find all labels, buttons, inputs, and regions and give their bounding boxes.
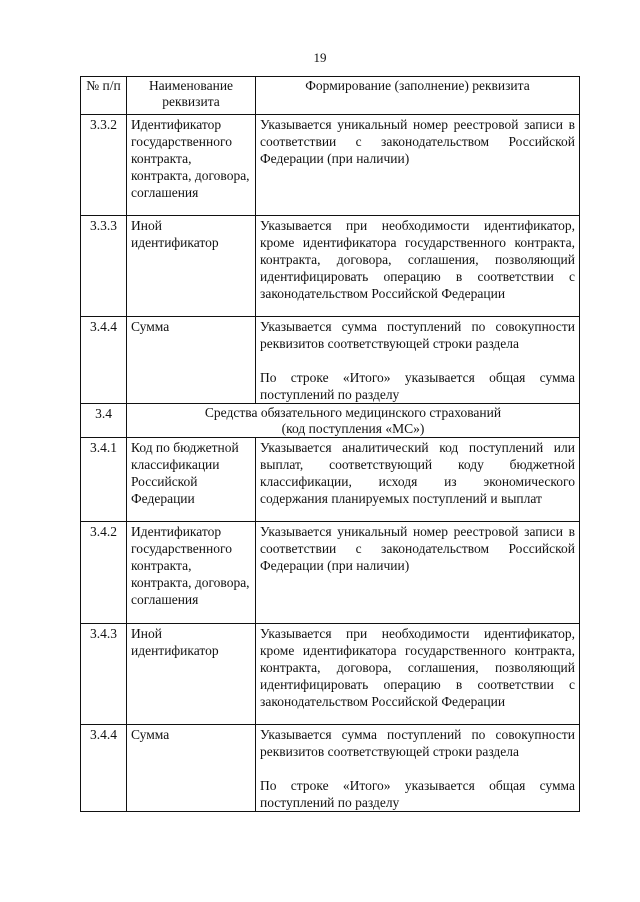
section-row [81, 404, 580, 438]
header-col-description: Формирование (заполнение) реквизита [256, 77, 580, 115]
description-paragraph: По строке «Итого» указывается общая сумма поступлений по разделу [260, 778, 575, 810]
requisite-description [256, 216, 580, 317]
table-row [81, 438, 580, 522]
requisite-name: Код по бюджетной классификации Российской Федерации [127, 438, 256, 522]
description-paragraph: По строке «Итого» указывается общая сумма поступлений по разделу [260, 370, 575, 402]
row-number: 3.3.3 [81, 216, 127, 317]
section-number: 3.4 [81, 404, 127, 438]
requisite-name: Сумма [127, 317, 256, 404]
section-title: Средства обязательного медицинского страхований [204, 405, 502, 420]
requisite-description [256, 438, 580, 522]
description-paragraph: Указывается сумма поступлений по совокупности реквизитов соответствующей строки раздела [260, 727, 575, 759]
section-title-cell [127, 404, 580, 438]
table-row [81, 317, 580, 404]
requisites-table [80, 76, 580, 812]
requisite-name: Идентификатор государственного контракта, контракта, договора, соглашения [127, 115, 256, 216]
description-paragraph: Указывается при необходимости идентификатор, кроме идентификатора государственного контракта, контракта, договора, соглашения, позволяющий идентифицировать операцию в соответствии с законодательством Российской Федерации [260, 218, 575, 301]
table-header-row [81, 77, 580, 115]
table-row [81, 725, 580, 812]
description-paragraph: Указывается уникальный номер реестровой записи в соответствии с законодательством Российской Федерации (при наличии) [260, 117, 575, 166]
description-paragraph: Указывается сумма поступлений по совокупности реквизитов соответствующей строки раздела [260, 319, 575, 351]
table-row [81, 624, 580, 725]
page-number: 19 [313, 50, 327, 65]
row-number: 3.4.1 [81, 438, 127, 522]
section-subtitle: (код поступления «МС») [281, 421, 425, 436]
table-row [81, 216, 580, 317]
requisite-name: Иной идентификатор [127, 216, 256, 317]
requisite-description [256, 317, 580, 404]
row-number: 3.4.2 [81, 522, 127, 624]
requisite-description [256, 624, 580, 725]
row-number: 3.4.4 [81, 317, 127, 404]
requisite-description [256, 522, 580, 624]
requisite-name: Сумма [127, 725, 256, 812]
header-col-name: Наименование реквизита [127, 77, 256, 115]
requisite-description [256, 115, 580, 216]
description-paragraph: Указывается уникальный номер реестровой записи в соответствии с законодательством Российской Федерации (при наличии) [260, 524, 575, 573]
table-row [81, 115, 580, 216]
row-number: 3.4.4 [81, 725, 127, 812]
requisite-name: Иной идентификатор [127, 624, 256, 725]
table-row [81, 522, 580, 624]
description-paragraph: Указывается аналитический код поступлений или выплат, соответствующий коду бюджетной классификации, исходя из экономического содержания планируемых поступлений и выплат [260, 440, 575, 506]
requisite-name: Идентификатор государственного контракта, контракта, договора, соглашения [127, 522, 256, 624]
row-number: 3.4.3 [81, 624, 127, 725]
header-col-number: № п/п [81, 77, 127, 115]
requisite-description [256, 725, 580, 812]
row-number: 3.3.2 [81, 115, 127, 216]
description-paragraph: Указывается при необходимости идентификатор, кроме идентификатора государственного контракта, контракта, договора, соглашения, позволяющий идентифицировать операцию в соответствии с законодательством Российской Федерации [260, 626, 575, 709]
